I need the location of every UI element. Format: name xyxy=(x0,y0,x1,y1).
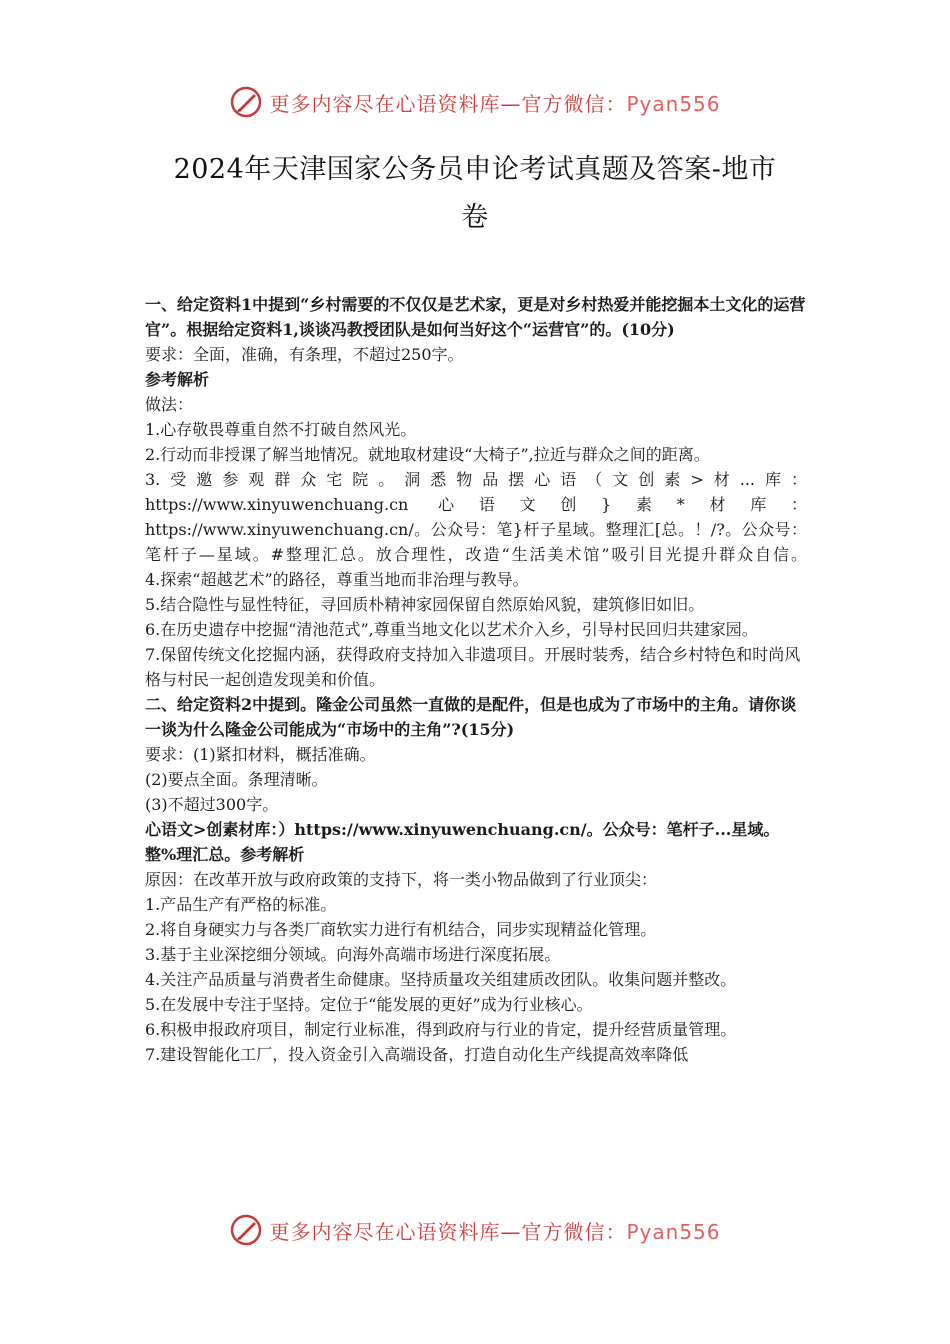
answer-point: 4.探索“超越艺术”的路径，尊重当地而非治理与教导。 xyxy=(145,570,529,589)
question-2-requirement: (3)不超过300字。 xyxy=(145,795,279,814)
wechat-id: Pyan556 xyxy=(626,91,721,116)
top-watermark-banner xyxy=(0,82,950,122)
answer-point: 2.行动而非授课了解当地情况。就地取材建设“大椅子”,拉近与群众之间的距离。 xyxy=(145,445,710,464)
question-1-requirement: 要求：全面，准确，有条理，不超过250字。 xyxy=(145,345,464,364)
answer-lead: 做法： xyxy=(145,395,194,414)
title-line-1: 2024年天津国家公务员申论考试真题及答案-地市 xyxy=(173,154,777,185)
watermark-text: 更多内容尽在心语资料库—官方微信：Pyan556 xyxy=(269,1219,721,1244)
watermark-reference-line: 心语文>创素材库：）https://www.xinyuwenchuang.cn/。公众号：笔杆子...星域。整%理汇总。参考解析 xyxy=(145,820,780,864)
question-2-heading: 二、给定资料2中提到。隆金公司虽然一直做的是配件，但是也成为了市场中的主角。请你谈一谈为什么隆金公司能成为“市场中的主角”?(15分) xyxy=(145,695,797,739)
answer-point: 6.积极申报政府项目，制定行业标准，得到政府与行业的肯定，提升经营质量管理。 xyxy=(145,1020,737,1039)
answer-point: 6.在历史遗存中挖掘“清池范式”,尊重当地文化以艺术介入乡，引导村民回归共建家园。 xyxy=(145,620,758,639)
question-1-heading: 一、给定资料1中提到“乡村需要的不仅仅是艺术家，更是对乡村热爱并能挖掘本土文化的运营官”。根据给定资料1,谈谈冯教授团队是如何当好这个“运营官”的。(10分) xyxy=(145,295,806,339)
document-body xyxy=(145,292,807,1067)
answer-point-with-watermark: 3.受邀参观群众宅院。洞悉物品摆心语（文创素>材...库：https://www.xinyuwenchuang.cn 心语文创}素*材库：https://www.xinyuwenchuang.cn/。公众号：笔}杆子星域。整理汇[总。！/?。公众号：笔杆子—星域。#整理汇总。放合理性，改造“生活美术馆”吸引目光提升群众自信。 xyxy=(145,470,807,564)
answer-point: 1.心存敬畏尊重自然不打破自然风光。 xyxy=(145,420,417,439)
answer-point: 3.基于主业深挖细分领域。向海外高端市场进行深度拓展。 xyxy=(145,945,561,964)
answer-point: 4.关注产品质量与消费者生命健康。坚持质量攻关组建质改团队。收集问题并整改。 xyxy=(145,970,737,989)
question-2-requirement: (2)要点全面。条理清晰。 xyxy=(145,770,328,789)
answer-point: 7.保留传统文化挖掘内涵，获得政府支持加入非遗项目。开展时装秀，结合乡村特色和时尚风格与村民一起创造发现美和价值。 xyxy=(145,645,801,689)
answer-point: 7.建设智能化工厂，投入资金引入高端设备，打造自动化生产线提高效率降低 xyxy=(145,1045,689,1064)
bottom-watermark-banner xyxy=(0,1210,950,1250)
reference-analysis-label: 参考解析 xyxy=(145,370,210,389)
quill-pen-logo-icon xyxy=(229,85,263,119)
answer-point: 5.在发展中专注于坚持。定位于“能发展的更好”成为行业核心。 xyxy=(145,995,593,1014)
answer-lead: 原因：在改革开放与政府政策的支持下，将一类小物品做到了行业顶尖： xyxy=(145,870,658,889)
watermark-text: 更多内容尽在心语资料库—官方微信：Pyan556 xyxy=(269,91,721,116)
quill-pen-logo-icon xyxy=(229,1213,263,1247)
question-2-requirement: 要求：(1)紧扣材料，概括准确。 xyxy=(145,745,376,764)
answer-point: 2.将自身硬实力与各类厂商软实力进行有机结合，同步实现精益化管理。 xyxy=(145,920,657,939)
answer-point: 5.结合隐性与显性特征，寻回质朴精神家园保留自然原始风貌，建筑修旧如旧。 xyxy=(145,595,705,614)
wechat-id: Pyan556 xyxy=(626,1219,721,1244)
page-title xyxy=(0,146,950,242)
title-line-2: 卷 xyxy=(461,202,489,233)
answer-point: 1.产品生产有严格的标准。 xyxy=(145,895,337,914)
